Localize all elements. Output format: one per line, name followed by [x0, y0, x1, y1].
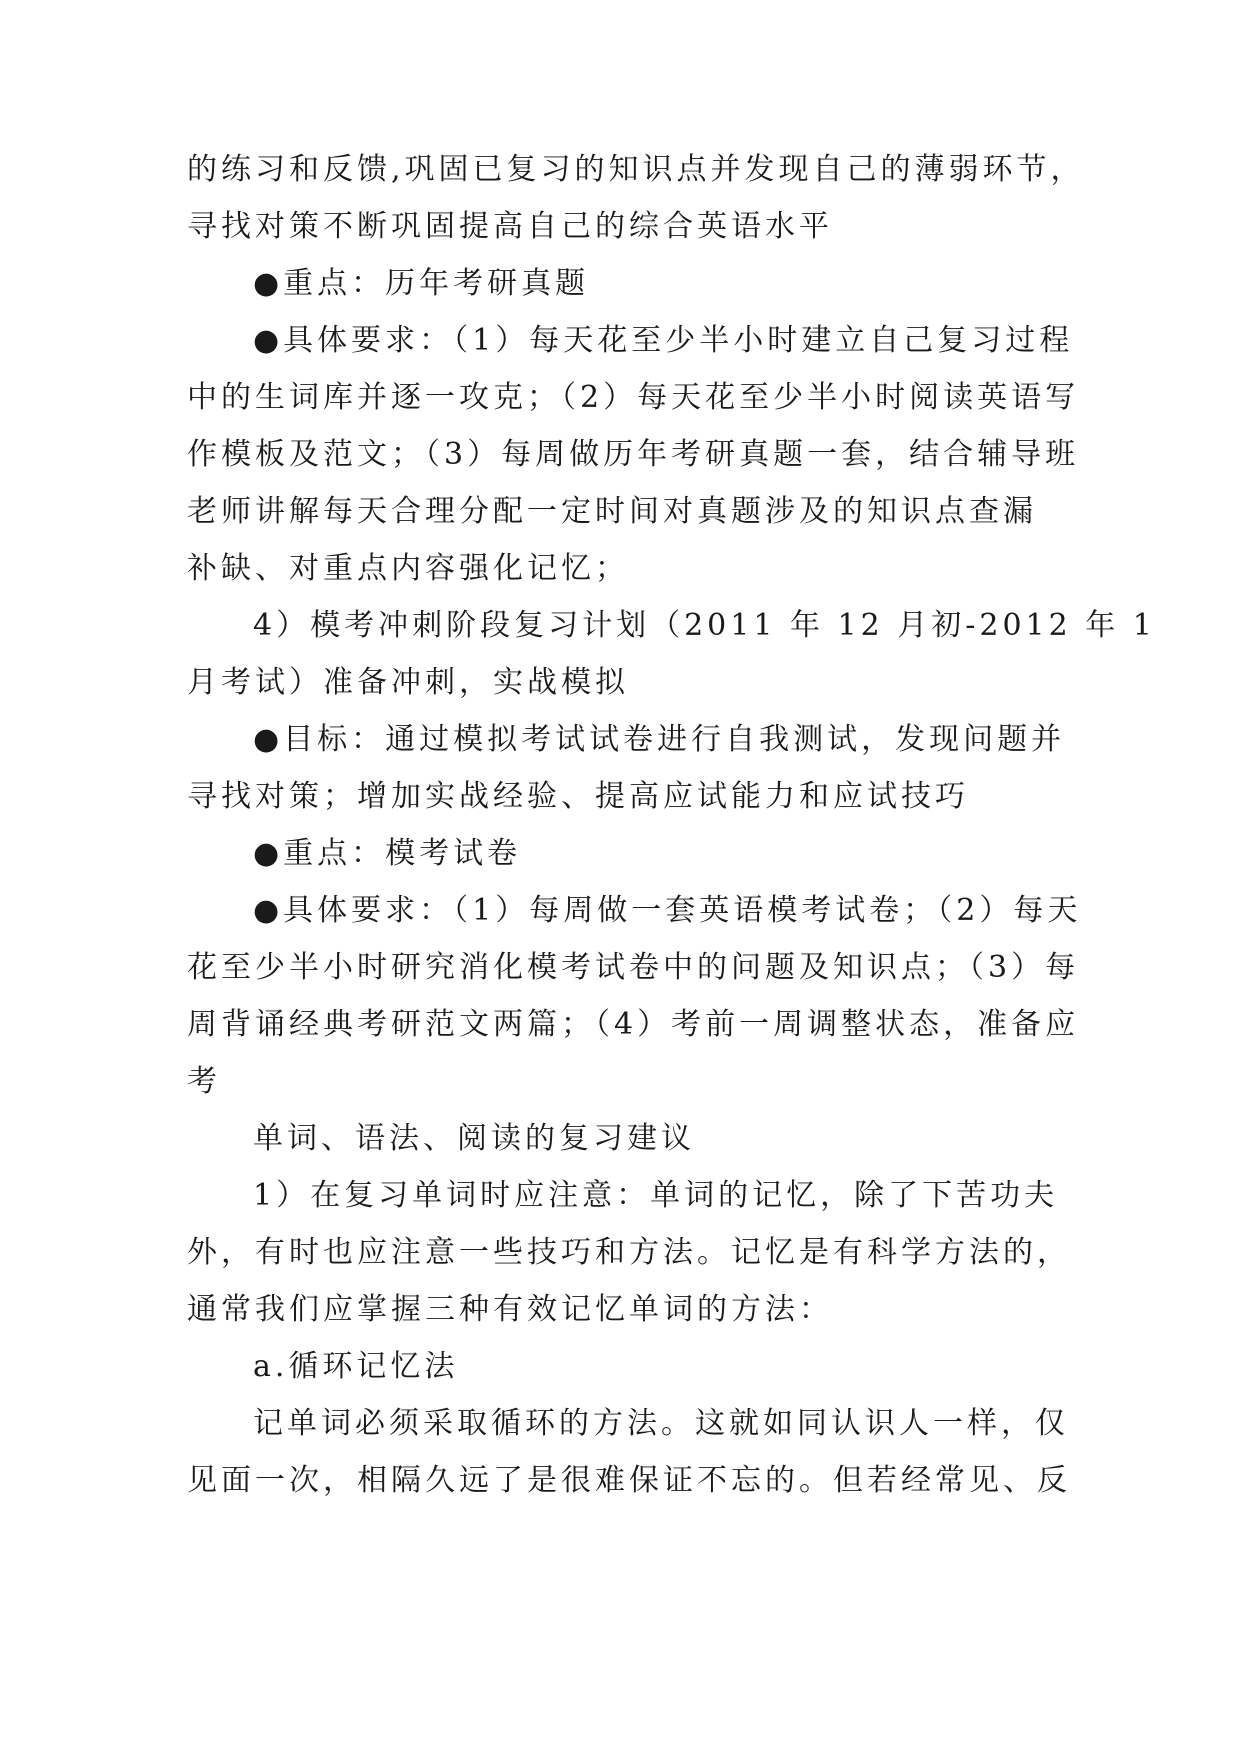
text-line-4: ●具体要求：（1）每天花至少半小时建立自己复习过程: [253, 323, 1074, 358]
text-line-16: 周背诵经典考研范文两篇；（4）考前一周调整状态，准备应: [187, 1007, 1080, 1042]
text-line-12: 寻找对策；增加实战经验、提高应试能力和应试技巧: [187, 779, 969, 814]
text-line-6: 作模板及范文；（3）每周做历年考研真题一套，结合辅导班: [187, 437, 1080, 472]
text-line-20: 外，有时也应注意一些技巧和方法。记忆是有科学方法的，: [187, 1235, 1071, 1270]
text-line-24: 见面一次，相隔久远了是很难保证不忘的。但若经常见、反: [187, 1463, 1071, 1498]
text-line-10: 月考试）准备冲刺，实战模拟: [187, 665, 629, 700]
text-line-13: ●重点：模考试卷: [253, 836, 522, 871]
text-line-8: 补缺、对重点内容强化记忆；: [187, 551, 629, 586]
text-line-1: 的练习和反馈,巩固已复习的知识点并发现自己的薄弱环节，: [187, 152, 1085, 187]
text-line-2: 寻找对策不断巩固提高自己的综合英语水平: [187, 209, 833, 244]
text-line-11: ●目标：通过模拟考试试卷进行自我测试，发现问题并: [253, 722, 1066, 757]
text-line-22: a.循环记忆法: [253, 1349, 459, 1384]
text-line-18: 单词、语法、阅读的复习建议: [253, 1121, 695, 1156]
text-line-17: 考: [187, 1064, 221, 1099]
text-line-23: 记单词必须采取循环的方法。这就如同认识人一样，仅: [253, 1406, 1069, 1441]
text-line-14: ●具体要求：（1）每周做一套英语模考试卷；（2）每天: [253, 893, 1082, 928]
text-line-15: 花至少半小时研究消化模考试卷中的问题及知识点；（3）每: [187, 950, 1080, 985]
text-line-7: 老师讲解每天合理分配一定时间对真题涉及的知识点查漏: [187, 494, 1037, 529]
text-line-19: 1）在复习单词时应注意：单词的记忆，除了下苦功夫: [253, 1178, 1059, 1213]
text-line-21: 通常我们应掌握三种有效记忆单词的方法：: [187, 1292, 833, 1327]
text-line-9: 4）模考冲刺阶段复习计划（2011 年 12 月初-2012 年 1: [253, 608, 1156, 643]
text-line-5: 中的生词库并逐一攻克；（2）每天花至少半小时阅读英语写: [187, 380, 1080, 415]
text-line-3: ●重点：历年考研真题: [253, 266, 590, 301]
